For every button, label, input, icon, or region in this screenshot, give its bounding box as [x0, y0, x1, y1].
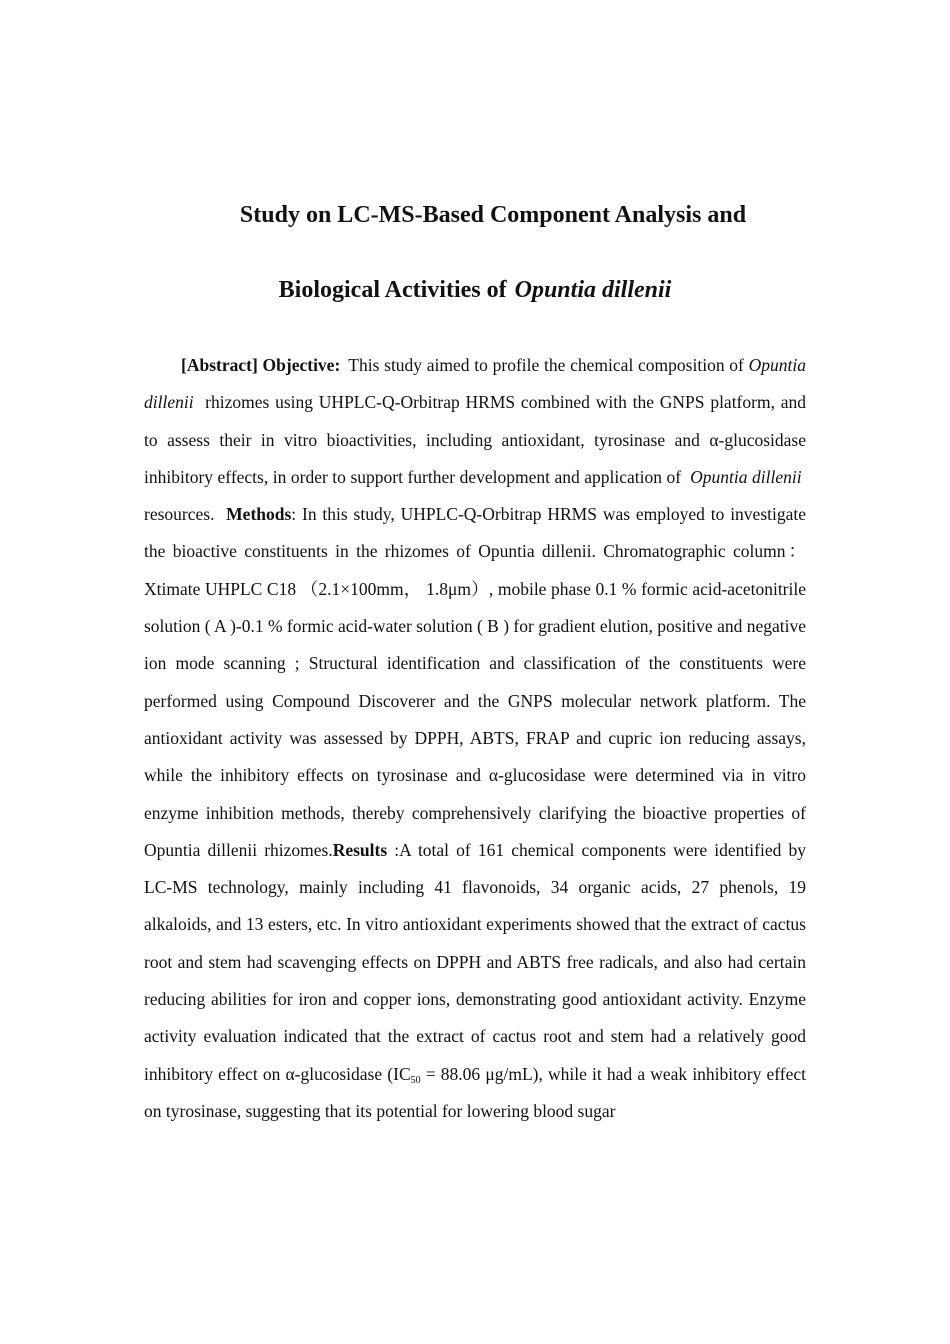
abstract-paragraph — [144, 347, 806, 1130]
results-text-2: = 88.06 μg/mL), while it had a weak inhibitory effect on tyrosinase, suggesting that its potential for lowering blood sugar — [144, 1063, 806, 1121]
title-text-line-1: Study on LC-MS-Based Component Analysis and — [239, 202, 747, 228]
objective-label: Objective: — [262, 355, 341, 375]
title-text-prefix: Biological Activities of — [278, 277, 507, 303]
methods-text: : In this study, UHPLC-Q-Orbitrap HRMS was employed to investigate the bioactive constituents in the rhizomes of Opuntia dillenii. Chromatographic column： Xtimate UHPLC C18 （2.1×100mm， 1.8μm）, mobile phase 0.1 % formic acid-acetonitrile solution ( A )-0.1 % formic acid-water solution ( B ) for gradient elution, positive and negative ion mode scanning ; Structural identification and classification of the constituents were performed using Compound Discoverer and the GNPS molecular network platform. The antioxidant activity was assessed by DPPH, ABTS, FRAP and cupric ion reducing assays, while the inhibitory effects on tyrosinase and α-glucosidase were determined via in vitro enzyme inhibition methods, thereby comprehensively clarifying the bioactive properties of Opuntia dillenii rhizomes. — [144, 504, 806, 860]
paper-title-line-1 — [18, 200, 950, 230]
results-label: Results — [332, 839, 388, 860]
species-name-2: Opuntia dillenii — [690, 466, 802, 487]
methods-label: Methods — [226, 504, 292, 525]
objective-text-2: rhizomes using UHPLC-Q-Orbitrap HRMS combined with the GNPS platform, and to assess their in vitro bioactivities, including antioxidant, tyrosinase and α-glucosidase inhibitory effects, in order to support further development and application of — [144, 392, 807, 487]
species-name-1: Opuntia dillenii — [144, 355, 807, 413]
ic-subscript: 50 — [410, 1074, 421, 1086]
abstract-label: [Abstract] — [181, 355, 258, 375]
objective-text-3: resources. — [144, 504, 215, 525]
objective-text-1: This study aimed to profile the chemical composition of — [348, 355, 744, 375]
title-species-name: Opuntia dillenii — [514, 277, 672, 303]
paper-title-line-2 — [0, 275, 950, 305]
results-text-1: :A total of 161 chemical components were identified by LC-MS technology, mainly including 41 flavonoids, 34 organic acids, 27 phenols, 19 alkaloids, and 13 esters, etc. In vitro antioxidant experiments showed that the extract of cactus root and stem had scavenging effects on DPPH and ABTS free radicals, and also had certain reducing abilities for iron and copper ions, demonstrating good antioxidant activity. Enzyme activity evaluation indicated that the extract of cactus root and stem had a relatively good inhibitory effect on α-glucosidase (IC — [144, 839, 806, 1084]
